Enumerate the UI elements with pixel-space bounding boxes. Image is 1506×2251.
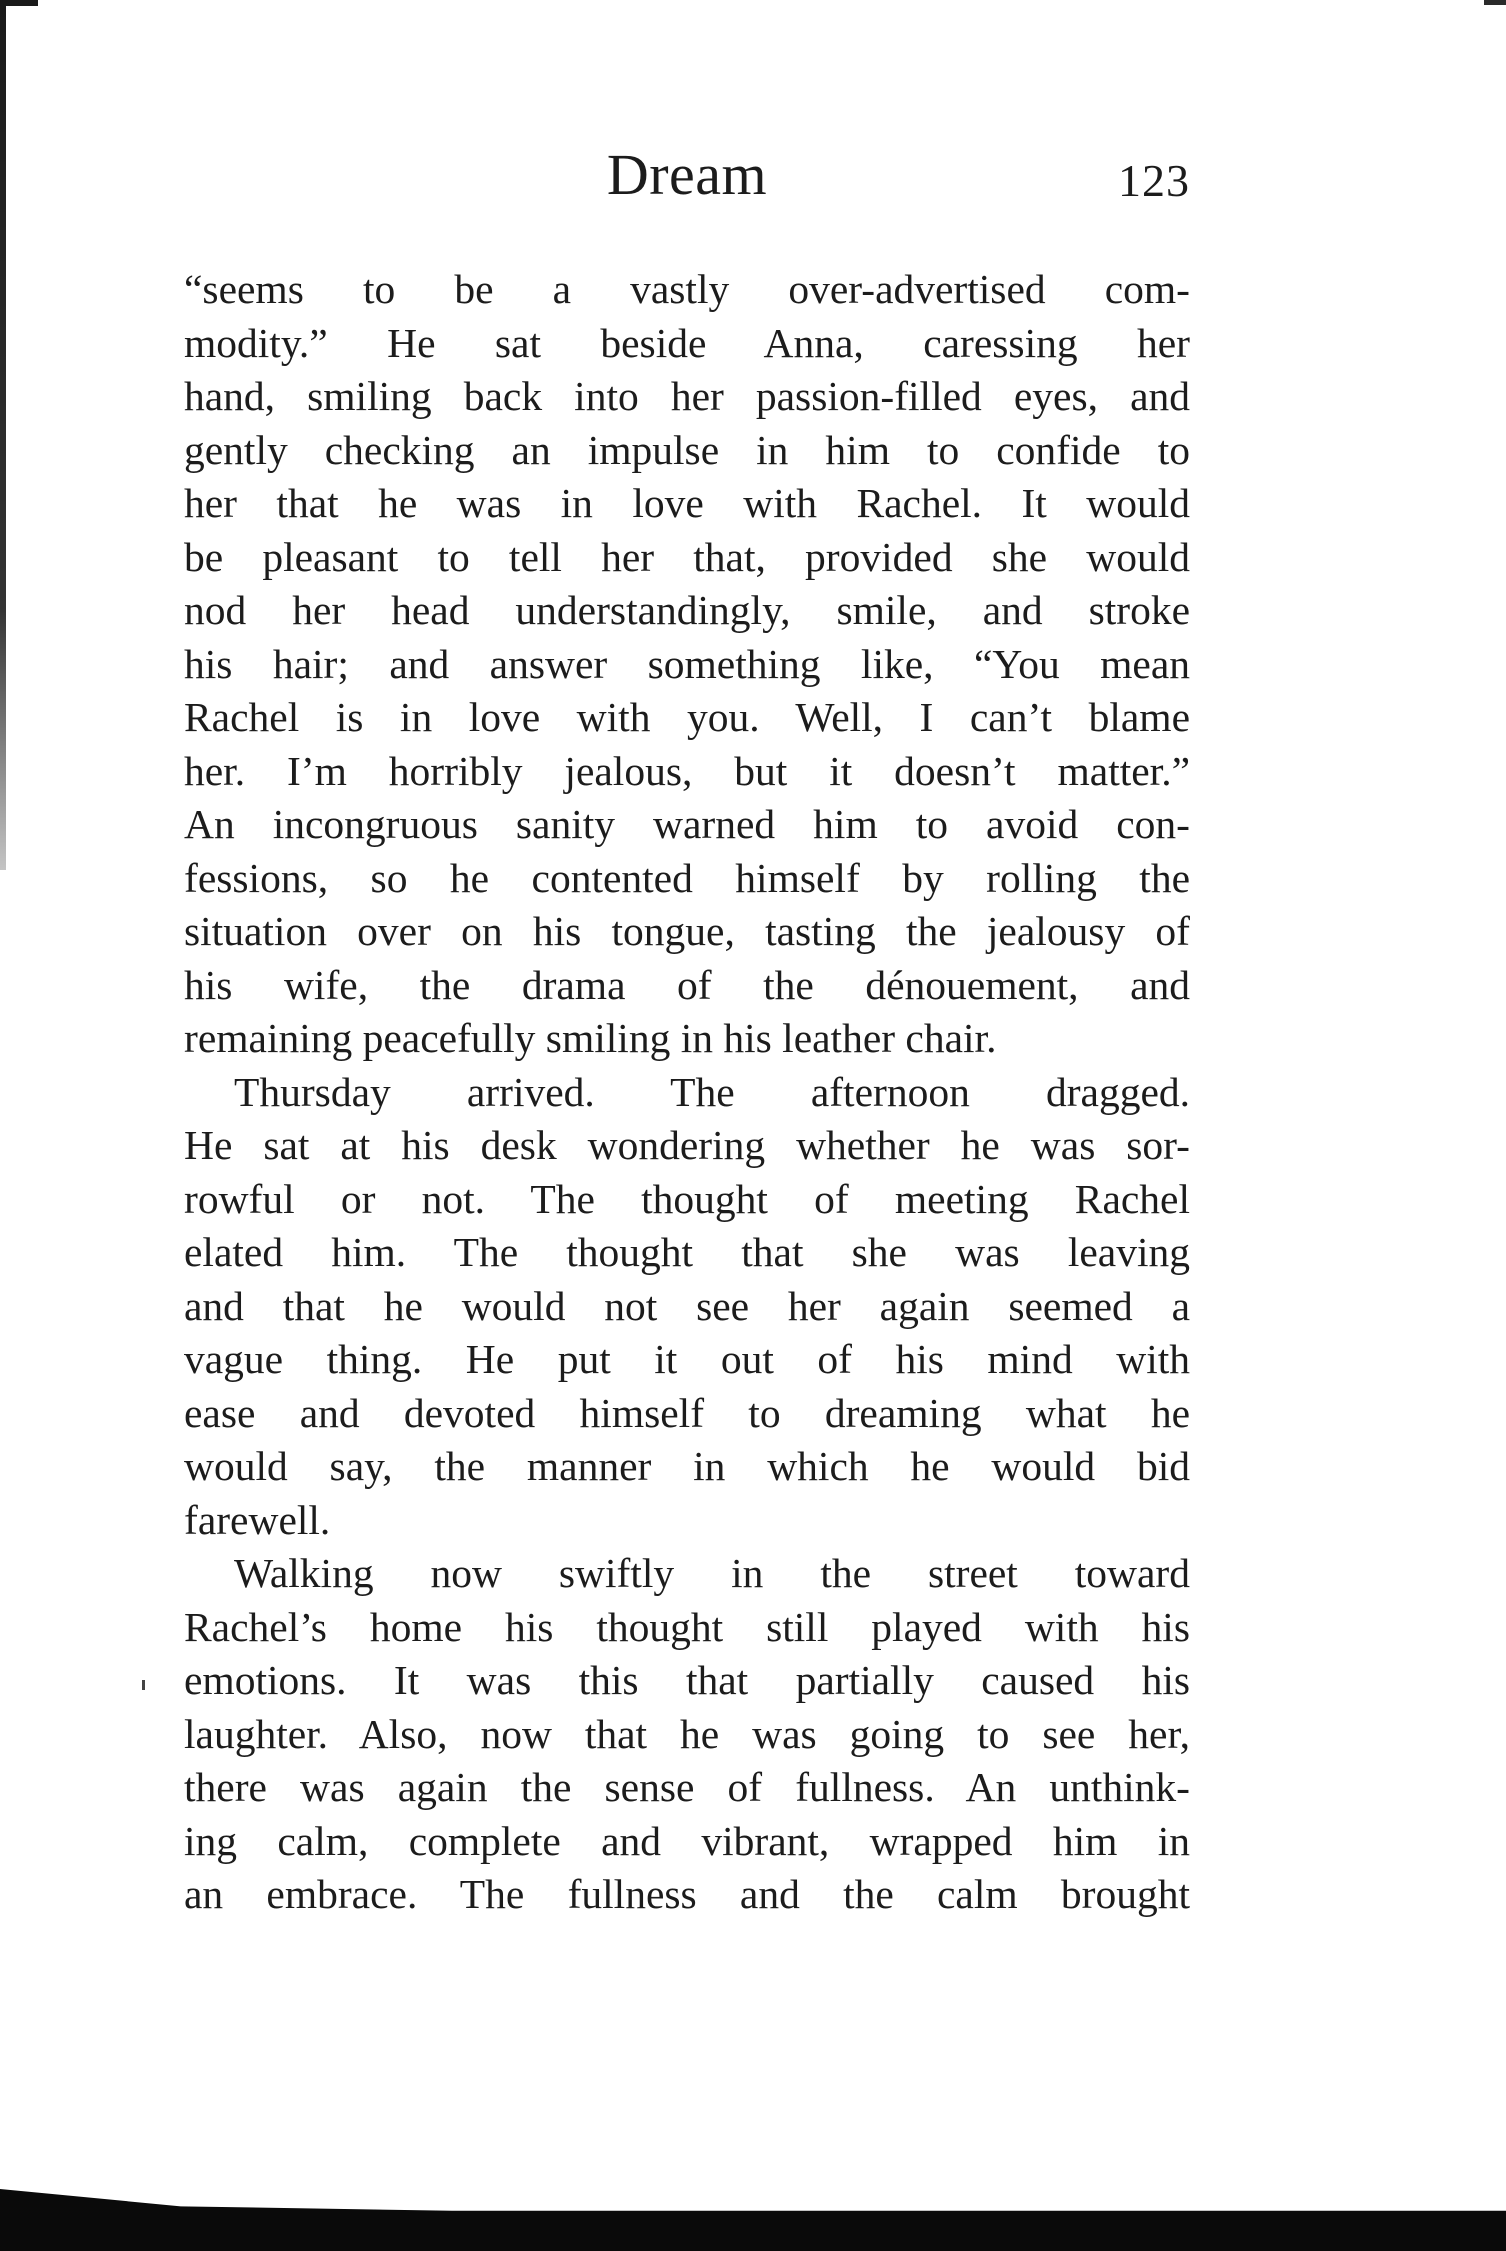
scan-edge-left [0,0,6,870]
text-line: nod her head understandingly, smile, and stroke [184,587,1190,633]
text-line: an embrace. The fullness and the calm brought [184,1871,1190,1917]
text-line: modity.” He sat beside Anna, caressing her [184,319,1190,366]
text-line: his hair; and answer something like, “You mean [184,640,1190,687]
body-text [184,263,1190,1922]
text-line: gently checking an impulse in him to confide to [184,426,1190,473]
text-line: emotions. It was this that partially caused his [184,1657,1190,1703]
text-line: be pleasant to tell her that, provided she would [184,533,1190,580]
text-line: his wife, the drama of the dénouement, and [184,961,1190,1008]
text-line: her. I’m horribly jealous, but it doesn’t matter.” [184,747,1190,794]
text-line: He sat at his desk wondering whether he was sor- [184,1122,1190,1168]
text-line: “seems to be a vastly over-advertised com- [184,266,1190,312]
scan-edge-top-right [1484,0,1506,5]
text-line: elated him. The thought that she was leaving [184,1229,1190,1275]
text-line: remaining peacefully smiling in his leather chair. [184,1015,997,1061]
text-line: situation over on his tongue, tasting the jealousy of [184,908,1190,954]
text-line: fessions, so he contented himself by rolling the [184,854,1190,901]
text-line: and that he would not see her again seemed a [184,1282,1190,1329]
text-line: there was again the sense of fullness. An unthink- [184,1764,1190,1810]
text-line: Rachel is in love with you. Well, I can’t blame [184,694,1190,740]
text-line: rowful or not. The thought of meeting Rachel [184,1175,1190,1222]
text-line: vague thing. He put it out of his mind with [184,1336,1190,1382]
text-line: Thursday arrived. The afternoon dragged. [234,1068,1190,1115]
text-line: laughter. Also, now that he was going to see her, [184,1710,1190,1757]
text-line: ease and devoted himself to dreaming what he [184,1389,1190,1436]
text-line: ing calm, complete and vibrant, wrapped him in [184,1817,1190,1864]
text-line: hand, smiling back into her passion-filled eyes, and [184,373,1190,419]
page-number: 123 [1118,155,1190,206]
text-line: Walking now swiftly in the street toward [234,1550,1190,1596]
running-head: Dream [606,142,768,207]
scan-edge-bottom [0,2189,1506,2251]
text-line: Rachel’s home his thought still played with his [184,1603,1190,1650]
text-line: would say, the manner in which he would bid [184,1443,1190,1489]
text-line: farewell. [184,1496,331,1543]
text-line: her that he was in love with Rachel. It would [184,480,1190,526]
text-line: An incongruous sanity warned him to avoid con- [184,801,1190,847]
scan-speck [142,1680,145,1690]
page-header [184,140,1190,210]
